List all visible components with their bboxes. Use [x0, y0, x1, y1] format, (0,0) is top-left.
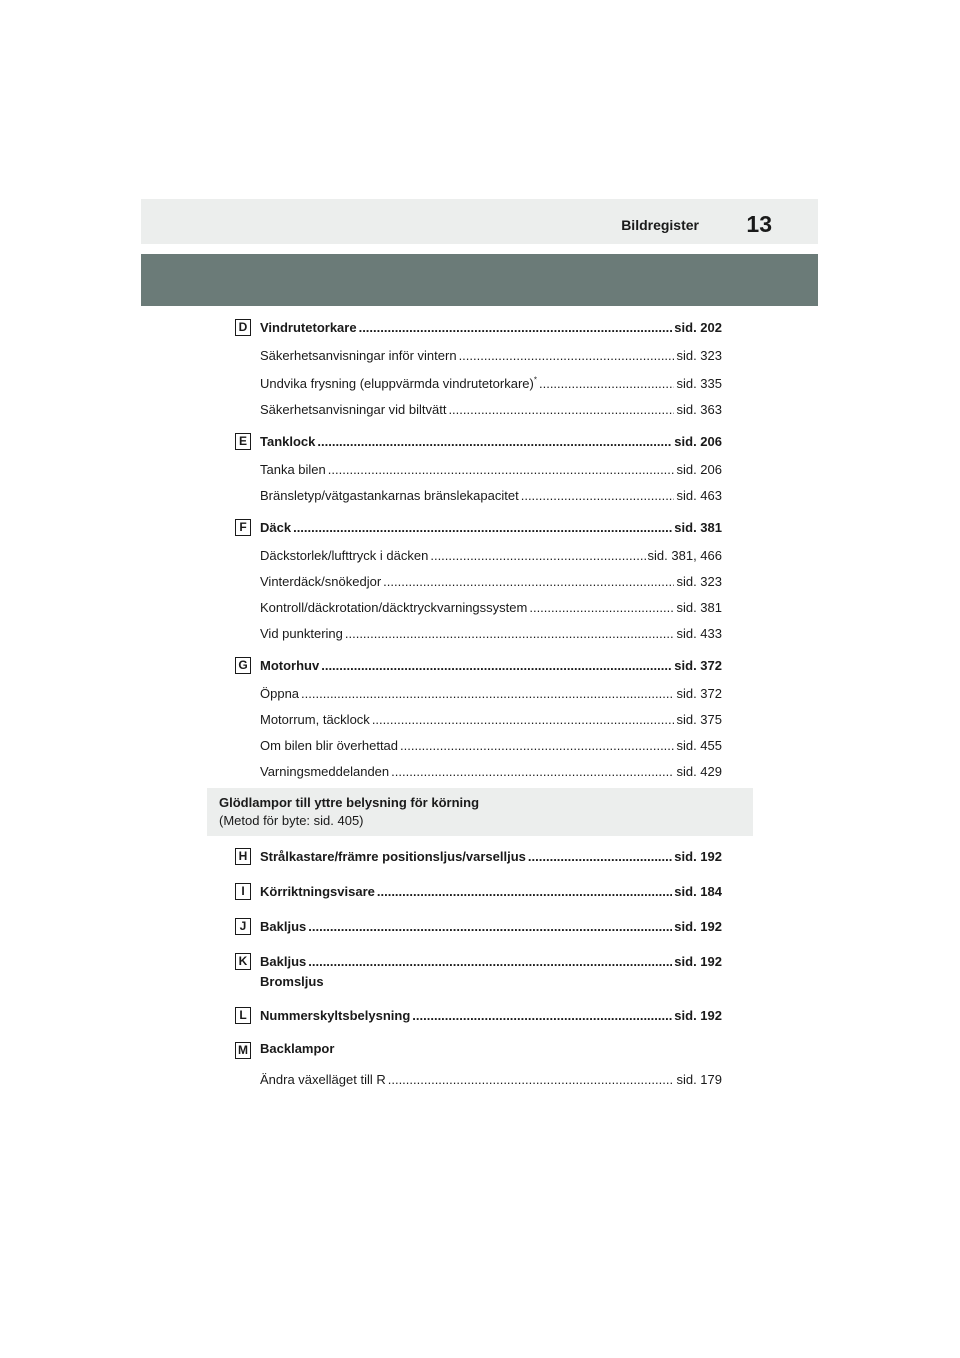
index-letter-j: J	[235, 918, 251, 935]
index-letter-e: E	[235, 433, 251, 450]
index-letter-i: I	[235, 883, 251, 900]
page-reference[interactable]: sid. 381	[676, 600, 722, 615]
bulb-section-box	[207, 788, 753, 836]
index-letter-d: D	[235, 319, 251, 336]
dot-leader	[321, 658, 672, 674]
index-entry	[260, 882, 722, 900]
page-reference[interactable]: sid. 381, 466	[647, 548, 722, 563]
page-reference[interactable]: sid. 202	[674, 320, 722, 335]
index-entry	[260, 374, 722, 392]
index-entry	[260, 486, 722, 504]
index-entry	[260, 710, 722, 728]
page-reference[interactable]: sid. 206	[674, 434, 722, 449]
entry-label: Tanka bilen	[260, 462, 326, 477]
entry-label: Säkerhetsanvisningar vid biltvätt	[260, 402, 447, 417]
index-entry	[260, 762, 722, 780]
bulb-section-subtitle: (Metod för byte: sid. 405)	[219, 813, 364, 828]
index-letter-m: M	[235, 1042, 251, 1059]
page-reference[interactable]: sid. 192	[674, 849, 722, 864]
dot-leader	[301, 686, 674, 702]
index-entry	[260, 518, 722, 536]
page-reference[interactable]: sid. 323	[676, 348, 722, 363]
index-entry	[260, 656, 722, 674]
page-number: 13	[746, 211, 772, 237]
index-entry	[260, 572, 722, 590]
entry-label: Vindrutetorkare	[260, 320, 357, 335]
index-entry	[260, 1041, 722, 1059]
dot-leader	[308, 954, 672, 970]
dot-leader	[400, 738, 674, 754]
page-reference[interactable]: sid. 455	[676, 738, 722, 753]
page-reference[interactable]: sid. 375	[676, 712, 722, 727]
entry-label: Säkerhetsanvisningar inför vintern	[260, 348, 457, 363]
entry-label: Varningsmeddelanden	[260, 764, 390, 779]
index-entry	[260, 974, 722, 992]
dot-leader	[328, 462, 675, 478]
footnote-marker: *	[533, 375, 537, 385]
entry-label: Motorhuv	[260, 658, 320, 673]
entry-label: Vinterdäck/snökedjor	[260, 574, 382, 589]
dot-leader	[391, 764, 674, 780]
dot-leader	[388, 1072, 675, 1088]
entry-label: Om bilen blir överhettad	[260, 738, 399, 753]
page-reference[interactable]: sid. 192	[674, 954, 722, 969]
index-entry	[260, 1070, 722, 1088]
index-entry	[260, 318, 722, 336]
dot-leader	[345, 626, 675, 642]
page-reference[interactable]: sid. 429	[676, 764, 722, 779]
page-reference[interactable]: sid. 381	[674, 520, 722, 535]
dot-leader	[459, 348, 675, 364]
index-letter-f: F	[235, 519, 251, 536]
entry-label: Öppna	[260, 686, 300, 701]
entry-label: Ändra växelläget till R	[260, 1072, 386, 1087]
entry-label: Däck	[260, 520, 292, 535]
entry-label: Bränsletyp/vätgastankarnas bränslekapacitet	[260, 488, 519, 503]
dot-leader	[528, 849, 672, 865]
dot-leader	[317, 434, 672, 450]
dot-leader	[383, 574, 674, 590]
page-reference[interactable]: sid. 323	[676, 574, 722, 589]
dot-leader	[448, 402, 674, 418]
entry-label: Däckstorlek/lufttryck i däcken	[260, 548, 429, 563]
index-entry	[260, 346, 722, 364]
entry-label: Bakljus	[260, 919, 307, 934]
index-entry	[260, 400, 722, 418]
dot-leader	[430, 548, 645, 564]
index-letter-k: K	[235, 953, 251, 970]
dot-leader	[412, 1008, 672, 1024]
page-reference[interactable]: sid. 463	[676, 488, 722, 503]
entry-label: Bromsljus	[260, 974, 324, 989]
page-reference[interactable]: sid. 372	[674, 658, 722, 673]
entry-label: Tanklock	[260, 434, 316, 449]
index-entry	[260, 598, 722, 616]
entry-label: Kontroll/däckrotation/däcktryckvarningssystem	[260, 600, 528, 615]
page-reference[interactable]: sid. 433	[676, 626, 722, 641]
entry-label: Backlampor	[260, 1041, 335, 1056]
dot-leader	[372, 712, 675, 728]
page-reference[interactable]: sid. 192	[674, 1008, 722, 1023]
index-entry	[260, 917, 722, 935]
section-title: Bildregister	[621, 217, 699, 233]
dot-leader	[539, 376, 674, 392]
page-reference[interactable]: sid. 192	[674, 919, 722, 934]
entry-label: Nummerskyltsbelysning	[260, 1008, 411, 1023]
page-reference[interactable]: sid. 335	[676, 376, 722, 391]
dot-leader	[359, 320, 673, 336]
page-reference[interactable]: sid. 363	[676, 402, 722, 417]
index-entry	[260, 1006, 722, 1024]
index-letter-h: H	[235, 848, 251, 865]
dot-leader	[377, 884, 672, 900]
entry-label: Bakljus	[260, 954, 307, 969]
index-entry	[260, 432, 722, 450]
index-entry	[260, 624, 722, 642]
index-entry	[260, 736, 722, 754]
page-reference[interactable]: sid. 372	[676, 686, 722, 701]
page-reference[interactable]: sid. 179	[676, 1072, 722, 1087]
page-reference[interactable]: sid. 206	[676, 462, 722, 477]
entry-label: Motorrum, täcklock	[260, 712, 370, 727]
index-entry	[260, 952, 722, 970]
index-entry	[260, 684, 722, 702]
index-entry	[260, 546, 722, 564]
dot-leader	[293, 520, 672, 536]
entry-label: Vid punktering	[260, 626, 343, 641]
bulb-section-title: Glödlampor till yttre belysning för körning	[219, 795, 480, 810]
dot-leader	[521, 488, 675, 504]
index-entry	[260, 847, 722, 865]
entry-label: Körriktningsvisare	[260, 884, 375, 899]
dot-leader	[529, 600, 674, 616]
page-reference[interactable]: sid. 184	[674, 884, 722, 899]
index-letter-g: G	[235, 657, 251, 674]
index-letter-l: L	[235, 1007, 251, 1024]
entry-label: Strålkastare/främre positionsljus/varselljus	[260, 849, 526, 864]
dot-leader	[308, 919, 672, 935]
entry-label: Undvika frysning (eluppvärmda vindrutetorkare)*	[260, 375, 537, 391]
index-entry	[260, 460, 722, 478]
